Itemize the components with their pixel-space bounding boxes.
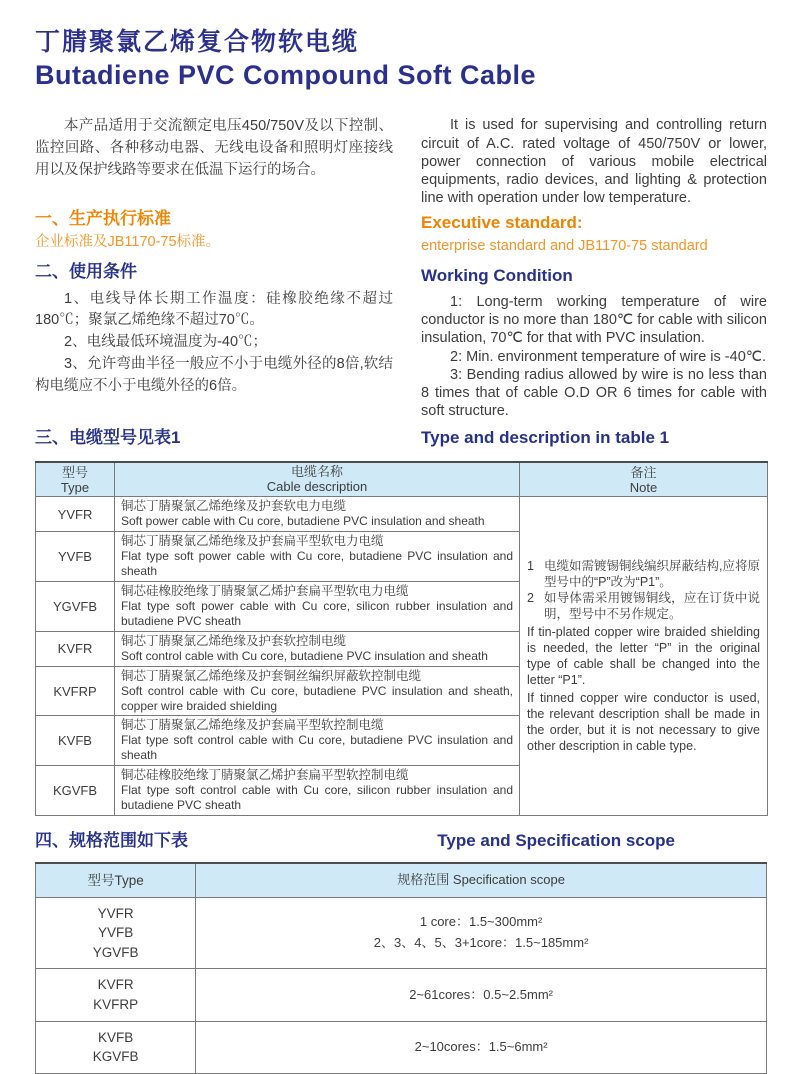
intro-paragraph-en: It is used for supervising and controlling return circuit of A.C. rated voltage of 450/750V or lower, power connection of various mobile electrical equipments, radio devices, and lighting & protection line with operation under low temperature. (421, 117, 767, 207)
desc-zh: 铜芯丁腈聚氯乙烯绝缘及护套铜丝编织屏蔽软控制电缆 (121, 668, 422, 683)
type-line: KVFRP (93, 997, 139, 1013)
header-description-zh: 电缆名称 (290, 463, 343, 479)
specification-table-body (36, 897, 767, 1073)
type-line: KVFR (97, 977, 134, 993)
page-title-zh: 丁腈聚氯乙烯复合物软电缆 (35, 28, 360, 56)
desc-cell (115, 716, 520, 766)
desc-cell (115, 666, 520, 716)
column-english (421, 116, 767, 420)
header-type (36, 462, 115, 497)
desc-zh: 铜芯丁腈聚氯乙烯绝缘及护套软电力电缆 (121, 499, 347, 514)
working-item-zh: 3、允许弯曲半径一般应不小于电缆外径的8倍,软结构电缆应不小于电缆外径的6倍。 (35, 355, 393, 394)
desc-en: Flat type soft power cable with Cu core, butadiene PVC insulation and sheath (121, 549, 513, 579)
cable-type-table (35, 461, 768, 816)
working-list-en (421, 293, 767, 421)
specification-table-head (36, 863, 767, 897)
working-heading-en: Working Condition (421, 265, 573, 285)
desc-en: Soft control cable with Cu core, butadiene PVC insulation and sheath, copper wire braided shielding (121, 683, 513, 713)
type-cell: YVFR (36, 497, 115, 532)
note-paragraph-en: If tinned copper wire conductor is used, the relevant description shall be made in the order, but it is not necessary to give other description in cable type. (527, 690, 760, 754)
table-row (36, 497, 768, 532)
table-row (36, 1021, 767, 1073)
scope-line: 1 core：1.5~300mm² (419, 914, 543, 930)
note-paragraph-en: If tin-plated copper wire braided shielding is needed, the letter “P” in the original type of cable shall be changed into the letter “P1”. (527, 624, 760, 688)
cable-type-table-head (36, 462, 768, 497)
section4-heading-zh: 四、规格范围如下表 (35, 830, 188, 850)
scope-cell (196, 1021, 767, 1073)
type-line: KGVFB (92, 1049, 139, 1065)
desc-en: Soft power cable with Cu core, butadiene PVC insulation and sheath (121, 514, 485, 529)
type-line: YVFR (97, 905, 134, 921)
section3-heading-row (35, 427, 767, 449)
header-note-zh: 备注 (630, 464, 657, 480)
desc-cell (115, 631, 520, 666)
note-text-zh: 电缆如需镀锡铜线编织屏蔽结构,应将原型号中的“P”改为“P1”。 (544, 558, 760, 589)
header-note-en: Note (629, 480, 658, 496)
working-item-zh: 2、电线最低环境温度为-40℃； (64, 334, 268, 351)
type-cell: YVFB (36, 532, 115, 582)
table-row (36, 897, 767, 969)
scope-cell (196, 969, 767, 1021)
table-row (36, 969, 767, 1021)
cable-type-table-body (36, 497, 768, 816)
type-line: KVFB (97, 1029, 134, 1045)
scope-line: 2、3、4、5、3+1core：1.5~185mm² (373, 935, 589, 951)
note-text-zh: 如导体需采用镀锡铜线，应在订货中说明，型号中不另作规定。 (544, 591, 760, 622)
desc-en: Soft control cable with Cu core, butadiene PVC insulation and sheath (121, 648, 488, 663)
desc-en: Flat type soft control cable with Cu core, butadiene PVC insulation and sheath (121, 733, 513, 763)
standard-body-en: enterprise standard and JB1170-75 standard (421, 237, 708, 254)
standard-heading-en: Executive standard: (421, 212, 583, 232)
type-cell: KVFR (36, 631, 115, 666)
type-group-cell (36, 969, 196, 1021)
type-group-cell (36, 1021, 196, 1073)
desc-cell (115, 766, 520, 816)
working-item-en: 1: Long-term working temperature of wire conductor is no more than 180℃ for cable with silicon insulation, 70℃ for that with PVC insulation. (421, 293, 767, 347)
desc-cell (115, 582, 520, 632)
type-cell: KGVFB (36, 766, 115, 816)
section3-heading-en: Type and description in table 1 (421, 427, 670, 447)
header-type-en: Type (60, 480, 90, 496)
type-line: YGVFB (92, 944, 139, 960)
type-line: YVFB (97, 925, 134, 941)
desc-cell (115, 497, 520, 532)
type-cell: YGVFB (36, 582, 115, 632)
specification-table (35, 862, 767, 1074)
type-group-cell (36, 897, 196, 969)
scope-line: 2~61cores：0.5~2.5mm² (409, 986, 553, 1002)
desc-zh: 铜芯硅橡胶绝缘丁腈聚氯乙烯护套扁平型软控制电缆 (121, 768, 409, 783)
desc-zh: 铜芯丁腈聚氯乙烯绝缘及护套扁平型软电力电缆 (121, 534, 384, 549)
section3-heading-zh: 三、电缆型号见表1 (35, 427, 181, 447)
header-description-en: Cable description (266, 479, 368, 495)
section4-heading-row (35, 830, 767, 852)
desc-en: Flat type soft control cable with Cu core, silicon rubber insulation and butadiene PVC sheath (121, 783, 513, 813)
header-type: 型号Type (36, 863, 196, 897)
working-item-zh: 1、电线导体长期工作温度：硅橡胶绝缘不超过180℃；聚氯乙烯绝缘不超过70℃。 (35, 290, 393, 329)
header-scope: 规格范围 Specification scope (196, 863, 767, 897)
intro-columns (35, 116, 767, 420)
scope-cell (196, 897, 767, 969)
desc-cell (115, 532, 520, 582)
desc-en: Flat type soft power cable with Cu core, silicon rubber insulation and butadiene PVC sheath (121, 599, 513, 628)
header-row (36, 863, 767, 897)
note-number: 1 (527, 558, 534, 573)
column-chinese (35, 116, 393, 420)
scope-line: 2~10cores：1.5~6mm² (414, 1038, 548, 1054)
standard-body-zh: 企业标准及JB1170-75标准。 (35, 233, 221, 250)
note-cell (520, 497, 768, 816)
working-list-zh (35, 289, 393, 398)
desc-zh: 铜芯硅橡胶绝缘丁腈聚氯乙烯护套扁平型软电力电缆 (121, 584, 409, 599)
desc-zh: 铜芯丁腈聚氯乙烯绝缘及护套软控制电缆 (121, 633, 347, 648)
note-number: 2 (527, 591, 534, 606)
page-title-en: Butadiene PVC Compound Soft Cable (35, 59, 537, 90)
header-row (36, 462, 768, 497)
note-item-zh (527, 558, 760, 591)
type-cell: KVFB (36, 716, 115, 766)
type-cell: KVFRP (36, 666, 115, 716)
header-note (520, 462, 768, 497)
header-type-zh: 型号 (61, 464, 88, 480)
intro-paragraph-zh: 本产品适用于交流额定电压450/750V及以下控制、监控回路、各种移动电器、无线电设备和照明灯座接线用以及保护线路等要求在低温下运行的场合。 (35, 118, 393, 178)
section4-heading-en: Type and Specification scope (437, 830, 675, 850)
standard-heading-zh: 一、生产执行标准 (35, 208, 171, 228)
working-item-en: 2: Min. environment temperature of wire is -40℃. (450, 348, 767, 365)
working-heading-zh: 二、使用条件 (35, 261, 137, 281)
desc-zh: 铜芯丁腈聚氯乙烯绝缘及护套扁平型软控制电缆 (121, 718, 384, 733)
working-item-en: 3: Bending radius allowed by wire is no less than 8 times that of cable O.D OR 6 times for cable with soft structure. (421, 366, 767, 420)
note-item-zh (527, 590, 760, 623)
header-description (115, 462, 520, 497)
